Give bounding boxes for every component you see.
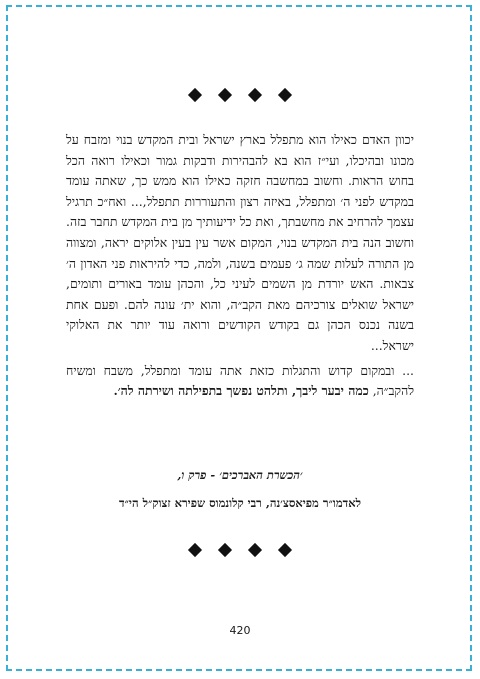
diamond-icon — [188, 543, 202, 557]
page-number: 420 — [229, 624, 251, 637]
paragraph-2-plain: ... ובמקום קדוש והתגלות כזאת אתה עומד ומתפלל, משבח ומשיח להקב״ה, — [66, 362, 414, 399]
paragraph-1: יכוון האדם כאילו הוא מתפלל בארץ ישראל ובית המקדש בנוי ומזבח על מכונו ובהיכלו, ועי״ז הוא בא להבהירות ודבקות גמור וכאילו רואה הכל בחוש הראות. וחשוב במחשבה חזקה כאילו הוא ממש כך, שאתה עומד במקדש לפני ה׳ ומתפלל, באיזה רצון והתעוררות תתפלל,... ואח״כ תרגיל עצמך להרחיב את מחשבתך, ואת כל ידיעותיך מן בית המקדש תחבר בזה. וחשוב הנה בית המקדש בנוי, המקום אשר עין בעין אלוקים יראה, ומצווה מן התורה לעלות שמה ג׳ פעמים בשנה, ולמה, כדי להיראות פני האדון ה׳ צבאות. האש יורדת מן השמים לעיני כל, והכהן עומד באורים ותומים, ישראל שואלים צורכיהם מאת הקב״ה, והוא ית׳ עונה להם. ופעם אחת בשנה נכנס הכהן גם בקודש הקודשים ורואה עוד יותר את האלוקי ישראל... — [66, 132, 414, 353]
paragraph-2 — [66, 361, 414, 402]
source-title: ׳הכשרת האברכים׳ - פרק ו, — [177, 468, 303, 482]
top-ornament — [0, 90, 480, 100]
paragraph-2-emphasis: כמה יבער ליבך, ותלהט נפשך בתפילתה ושירתה לה׳. — [113, 383, 369, 399]
diamond-icon — [278, 543, 292, 557]
bottom-ornament — [0, 545, 480, 555]
diamond-icon — [218, 543, 232, 557]
source-author: לאדמו״ר מפיאסצ׳נה, רבי קלונמוס שפירא זצוק״ל הי״ד — [119, 496, 361, 510]
diamond-icon — [248, 88, 262, 102]
diamond-icon — [218, 88, 232, 102]
diamond-icon — [278, 88, 292, 102]
diamond-icon — [248, 543, 262, 557]
body-text — [66, 130, 414, 402]
diamond-icon — [188, 88, 202, 102]
